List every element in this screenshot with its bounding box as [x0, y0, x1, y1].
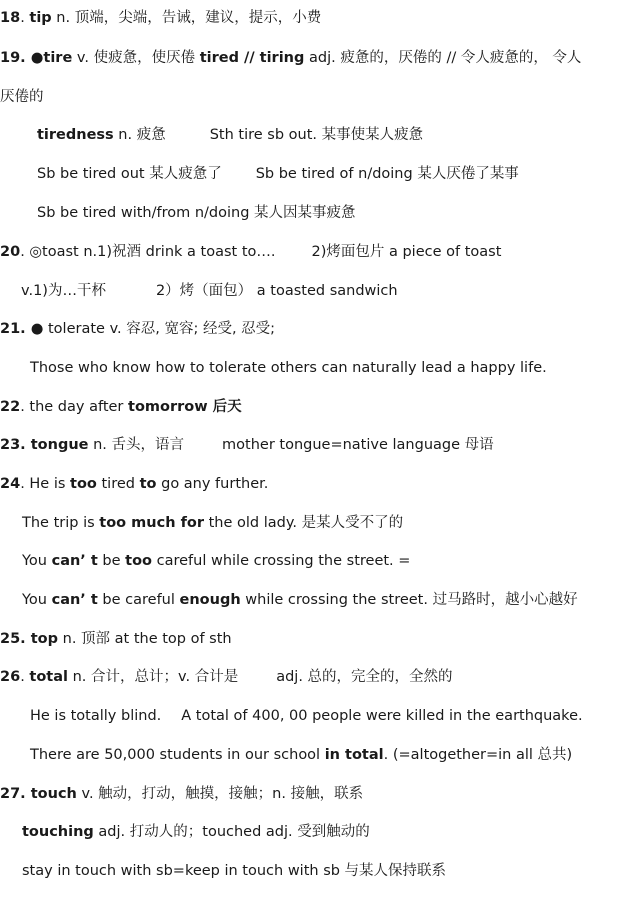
entry-20-toast: 20. ◎toast n.1)祝酒 drink a toast to…. 2)烤面包片 a piece of toast — [0, 244, 502, 260]
entry-26-example-blind: He is totally blind. A total of 400, 00 people were killed in the earthquake. — [30, 708, 583, 724]
entry-21-tolerate: 21. ● tolerate v. 容忍, 宽容; 经受, 忍受; — [0, 321, 276, 337]
entry-24-too: 24. He is too tired to go any further. — [0, 476, 269, 492]
entry-27-touching: touching adj. 打动人的；touched adj. 受到触动的 — [22, 824, 370, 840]
entry-25-top: 25. top n. 顶部 at the top of sth — [0, 631, 232, 647]
entry-23-tongue: 23. tongue n. 舌头，语言 mother tongue=native language 母语 — [0, 437, 494, 453]
entry-26-in-total: There are 50,000 students in our school in total. (=altogether=in all 总共) — [30, 747, 573, 763]
entry-24-too-much-for: The trip is too much for the old lady. 是某人受不了的 — [22, 515, 404, 531]
entry-19-tired-with: Sb be tired with/from n/doing 某人因某事疲惫 — [37, 205, 356, 221]
entry-19-continuation: 厌倦的 — [0, 89, 44, 105]
entry-26-total: 26. total n. 合计，总计；v. 合计是 adj. 总的，完全的，全然的 — [0, 669, 453, 685]
entry-27-touch: 27. touch v. 触动，打动，触摸，接触；n. 接触，联系 — [0, 786, 364, 802]
entry-19-tired-out: Sb be tired out 某人疲惫了 Sb be tired of n/doing 某人厌倦了某事 — [37, 166, 519, 182]
entry-19-tiredness: tiredness n. 疲惫 Sth tire sb out. 某事使某人疲惫 — [37, 127, 424, 143]
entry-24-cant-be-too: You can’ t be too careful while crossing the street. = — [22, 553, 411, 569]
entry-27-keep-in-touch: stay in touch with sb=keep in touch with sb 与某人保持联系 — [22, 863, 447, 879]
entry-21-example: Those who know how to tolerate others can naturally lead a happy life. — [30, 360, 547, 376]
entry-18-tip: 18. tip n. 顶端，尖端，告诫，建议，提示，小费 — [0, 10, 322, 26]
entry-20-toast-verb: v.1)为…干杯 2）烤（面包） a toasted sandwich — [21, 283, 398, 299]
entry-22-tomorrow: 22. the day after tomorrow 后天 — [0, 399, 242, 415]
entry-24-cant-enough: You can’ t be careful enough while crossing the street. 过马路时，越小心越好 — [22, 592, 578, 608]
entry-19-tire: 19. ●tire v. 使疲惫，使厌倦 tired // tiring adj. 疲惫的，厌倦的 // 令人疲惫的， 令人 — [0, 50, 582, 66]
